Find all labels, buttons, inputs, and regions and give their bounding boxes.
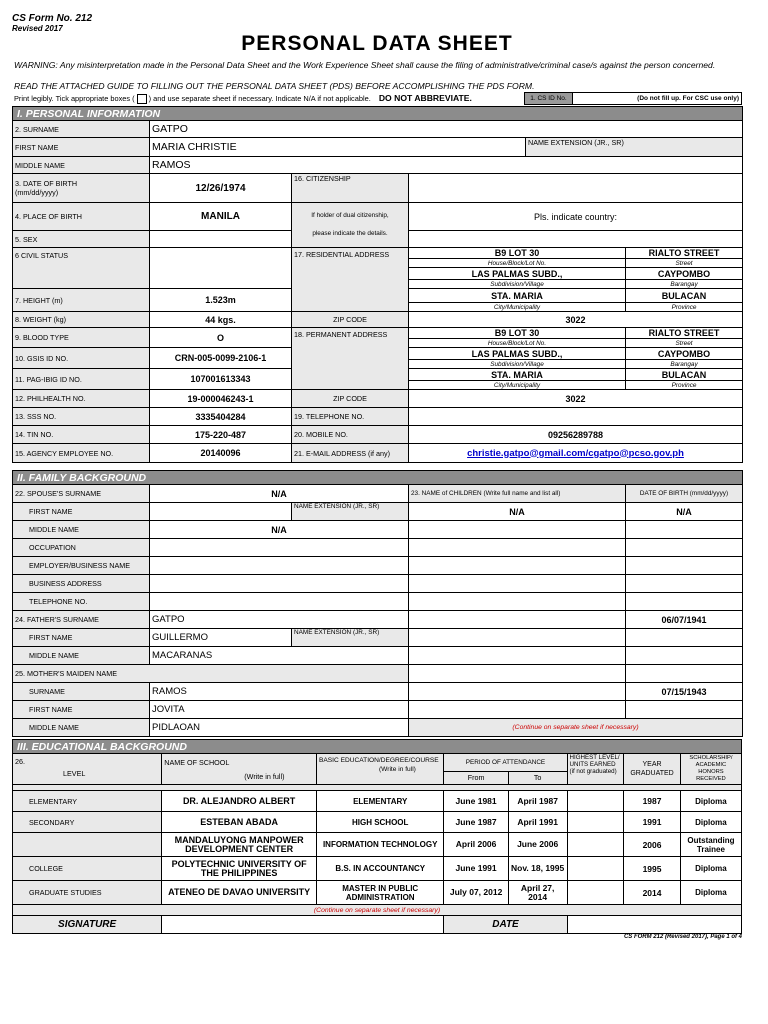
warning-text: WARNING: Any misinterpretation made in the Personal Data Sheet and the Work Experience Sheet shall cause the filing of administrative/criminal case/s against the person concerned. xyxy=(14,60,716,70)
email-field[interactable]: christie.gatpo@gmail.com/cgatpo@pcso.gov.ph xyxy=(409,444,743,463)
height-label: 7. HEIGHT (m) xyxy=(13,289,150,312)
spouse-surname-field[interactable]: N/A xyxy=(150,485,409,503)
edu-honors-cell[interactable]: Diploma xyxy=(680,857,741,881)
res-brgy-caption: Barangay xyxy=(626,280,743,289)
gsis-field[interactable]: CRN-005-0099-2106-1 xyxy=(150,348,292,369)
edu-school-cell[interactable]: MANDALUYONG MANPOWER DEVELOPMENT CENTER xyxy=(162,833,317,857)
spouse-first-label: FIRST NAME xyxy=(13,503,150,521)
date-field[interactable] xyxy=(567,916,741,934)
middle-name-field[interactable]: RAMOS xyxy=(150,157,743,174)
edu-from-cell[interactable]: June 1987 xyxy=(444,812,508,833)
res-street-caption: Street xyxy=(626,259,743,268)
child-name-field-6[interactable] xyxy=(409,593,626,611)
father-surname-field[interactable]: GATPO xyxy=(150,611,409,629)
res-city-field[interactable]: STA. MARIA xyxy=(409,289,626,303)
print-instruction-a: Print legibly. Tick appropriate boxes ( xyxy=(14,94,135,103)
citizenship-field[interactable] xyxy=(409,174,743,203)
edu-honors-cell[interactable]: Diploma xyxy=(680,812,741,833)
first-name-field[interactable]: MARIA CHRISTIE xyxy=(150,138,526,157)
edu-highest-cell[interactable] xyxy=(567,812,624,833)
sex-label: 5. SEX xyxy=(13,231,150,248)
mother-middle-field[interactable]: PIDLAOAN xyxy=(150,719,409,737)
perm-street-caption: Street xyxy=(626,339,743,348)
father-ext-label[interactable]: NAME EXTENSION (JR., SR) xyxy=(292,629,409,647)
child-name-field-5[interactable] xyxy=(409,575,626,593)
child-dob-field-8[interactable] xyxy=(626,629,743,647)
permanent-address-label: 18. PERMANENT ADDRESS xyxy=(292,328,409,390)
family-continue-note: (Continue on separate sheet if necessary) xyxy=(409,719,743,737)
education-continue-note: (Continue on separate sheet if necessary) xyxy=(13,905,742,916)
perm-subd-field[interactable]: LAS PALMAS SUBD., xyxy=(409,348,626,360)
perm-zip-label: ZIP CODE xyxy=(292,390,409,408)
father-middle-field[interactable]: MACARANAS xyxy=(150,647,409,665)
res-prov-field[interactable]: BULACAN xyxy=(626,289,743,303)
perm-street-field[interactable]: RIALTO STREET xyxy=(626,328,743,339)
child-name-field-9[interactable] xyxy=(409,647,626,665)
edu-course-header: BASIC EDUCATION/DEGREE/COURSE (Write in full) xyxy=(316,754,443,785)
sss-field[interactable]: 3335404284 xyxy=(150,408,292,426)
child-dob-field-12[interactable] xyxy=(626,701,743,719)
occupation-field[interactable] xyxy=(150,539,409,557)
child-dob-field-10[interactable] xyxy=(626,665,743,683)
sex-field[interactable] xyxy=(150,231,292,248)
res-brgy-field[interactable]: CAYPOMBO xyxy=(626,268,743,280)
edu-course-cell[interactable]: MASTER IN PUBLIC ADMINISTRATION xyxy=(316,881,443,905)
father-surname-label: 24. FATHER'S SURNAME xyxy=(13,611,150,629)
edu-highest-cell[interactable] xyxy=(567,857,624,881)
mother-surname-label: SURNAME xyxy=(13,683,150,701)
personal-info-table xyxy=(12,106,743,463)
tick-box-sample xyxy=(137,94,147,104)
edu-course-cell[interactable]: B.S. IN ACCOUNTANCY xyxy=(316,857,443,881)
edu-to-cell[interactable]: Nov. 18, 1995 xyxy=(508,857,567,881)
telephone-field[interactable] xyxy=(409,408,743,426)
child-dob-field-5[interactable] xyxy=(626,575,743,593)
perm-city-field[interactable]: STA. MARIA xyxy=(409,369,626,381)
edu-school-cell[interactable]: POLYTECHNIC UNIVERSITY OF THE PHILIPPINES xyxy=(162,857,317,881)
child-name-field-11[interactable] xyxy=(409,683,626,701)
mother-dob-field[interactable]: 07/15/1943 xyxy=(626,683,743,701)
mother-surname-field[interactable]: RAMOS xyxy=(150,683,409,701)
residential-address-label: 17. RESIDENTIAL ADDRESS xyxy=(292,248,409,312)
date-label: DATE xyxy=(444,916,567,934)
tin-label: 14. TIN NO. xyxy=(13,426,150,444)
section-education: III. EDUCATIONAL BACKGROUND xyxy=(13,740,742,754)
section-family: II. FAMILY BACKGROUND xyxy=(13,471,743,485)
blood-type-label: 9. BLOOD TYPE xyxy=(13,328,150,348)
edu-from-cell[interactable]: April 2006 xyxy=(444,833,508,857)
weight-field[interactable]: 44 kgs. xyxy=(150,312,292,328)
perm-prov-field[interactable]: BULACAN xyxy=(626,369,743,381)
cs-id-note: (Do not fill up. For CSC use only) xyxy=(637,95,739,102)
child-name-field-4[interactable] xyxy=(409,557,626,575)
perm-brgy-caption: Barangay xyxy=(626,360,743,369)
civil-status-field[interactable] xyxy=(150,248,292,289)
res-subd-caption: Subdivision/Village xyxy=(409,280,626,289)
edu-year-header: YEAR GRADUATED xyxy=(624,754,681,785)
edu-year-cell[interactable]: 1995 xyxy=(624,857,681,881)
middle-name-label: MIDDLE NAME xyxy=(13,157,150,174)
father-first-label: FIRST NAME xyxy=(13,629,150,647)
child-name-field-10[interactable] xyxy=(409,665,626,683)
agency-employee-label: 15. AGENCY EMPLOYEE NO. xyxy=(13,444,150,463)
email-label: 21. E-MAIL ADDRESS (if any) xyxy=(292,444,409,463)
spouse-middle-field[interactable]: N/A xyxy=(150,521,409,539)
edu-honors-cell[interactable]: Outstanding Trainee xyxy=(680,833,741,857)
employer-label: EMPLOYER/BUSINESS NAME xyxy=(13,557,150,575)
edu-from-header: From xyxy=(444,771,508,784)
cs-id-label: 1. CS ID No. xyxy=(525,93,573,104)
dual-citizenship-note: If holder of dual citizenship, please indicate the details. xyxy=(292,203,409,248)
edu-course-cell[interactable]: HIGH SCHOOL xyxy=(316,812,443,833)
philhealth-field[interactable]: 19-000046243-1 xyxy=(150,390,292,408)
edu-highest-cell[interactable] xyxy=(567,881,624,905)
edu-year-cell[interactable]: 2006 xyxy=(624,833,681,857)
perm-brgy-field[interactable]: CAYPOMBO xyxy=(626,348,743,360)
res-subd-field[interactable]: LAS PALMAS SUBD., xyxy=(409,268,626,280)
form-number: CS Form No. 212 xyxy=(12,13,93,24)
business-address-label: BUSINESS ADDRESS xyxy=(13,575,150,593)
res-house-field[interactable]: B9 LOT 30 xyxy=(409,248,626,259)
guide-text: READ THE ATTACHED GUIDE TO FILLING OUT THE PERSONAL DATA SHEET (PDS) BEFORE ACCOMPLISHING THE PDS FORM. xyxy=(14,81,535,91)
mother-middle-label: MIDDLE NAME xyxy=(13,719,150,737)
employer-field[interactable] xyxy=(150,557,409,575)
father-first-field[interactable]: GUILLERMO xyxy=(150,629,292,647)
perm-city-caption: City/Municipality xyxy=(409,381,626,390)
country-field[interactable]: Pls. indicate country: xyxy=(409,203,743,231)
child-dob-field-9[interactable] xyxy=(626,647,743,665)
edu-to-cell[interactable]: June 2006 xyxy=(508,833,567,857)
edu-level-header: 26. LEVEL xyxy=(13,754,162,785)
edu-from-cell[interactable]: June 1991 xyxy=(444,857,508,881)
form-revision: Revised 2017 xyxy=(12,24,63,33)
child-name-field-12[interactable] xyxy=(409,701,626,719)
res-prov-caption: Province xyxy=(626,303,743,312)
surname-field[interactable]: GATPO xyxy=(150,121,743,138)
perm-house-caption: House/Block/Lot No. xyxy=(409,339,626,348)
edu-school-cell[interactable]: ATENEO DE DAVAO UNIVERSITY xyxy=(162,881,317,905)
mobile-label: 20. MOBILE NO. xyxy=(292,426,409,444)
edu-from-cell[interactable]: July 07, 2012 xyxy=(444,881,508,905)
spouse-middle-label: MIDDLE NAME xyxy=(13,521,150,539)
dob-field[interactable]: 12/26/1974 xyxy=(150,174,292,203)
res-street-field[interactable]: RIALTO STREET xyxy=(626,248,743,259)
education-table xyxy=(12,739,742,934)
child-name-field-2[interactable] xyxy=(409,521,626,539)
sss-label: 13. SSS NO. xyxy=(13,408,150,426)
page-title: PERSONAL DATA SHEET xyxy=(241,32,513,55)
agency-employee-field[interactable]: 20140096 xyxy=(150,444,292,463)
first-name-label: FIRST NAME xyxy=(13,138,150,157)
philhealth-label: 12. PHILHEALTH NO. xyxy=(13,390,150,408)
child-dob-field[interactable]: N/A xyxy=(626,503,743,521)
pagibig-field[interactable]: 107001613343 xyxy=(150,369,292,390)
edu-school-header: NAME OF SCHOOL (Write in full) xyxy=(162,754,317,785)
spouse-telephone-label: TELEPHONE NO. xyxy=(13,593,150,611)
child-dob-field-6[interactable] xyxy=(626,593,743,611)
child-dob-field-3[interactable] xyxy=(626,539,743,557)
mother-maiden-label: 25. MOTHER'S MAIDEN NAME xyxy=(13,665,409,683)
child-dob-field-4[interactable] xyxy=(626,557,743,575)
edu-to-cell[interactable]: April 1987 xyxy=(508,791,567,812)
pob-field[interactable]: MANILA xyxy=(150,203,292,231)
child-name-field[interactable]: N/A xyxy=(409,503,626,521)
edu-school-cell[interactable]: DR. ALEJANDRO ALBERT xyxy=(162,791,317,812)
print-instruction-b: ) and use separate sheet if necessary. Indicate N/A if not applicable. xyxy=(148,94,371,103)
edu-from-cell[interactable]: June 1981 xyxy=(444,791,508,812)
res-zip-label: ZIP CODE xyxy=(292,312,409,328)
edu-honors-header: SCHOLARSHIP/ ACADEMIC HONORS RECEIVED xyxy=(680,754,741,785)
edu-to-header: To xyxy=(508,771,567,784)
edu-year-cell[interactable]: 1991 xyxy=(624,812,681,833)
pagibig-label: 11. PAG-IBIG ID NO. xyxy=(13,369,150,390)
perm-zip-field[interactable]: 3022 xyxy=(409,390,743,408)
edu-year-cell[interactable]: 2014 xyxy=(624,881,681,905)
perm-house-field[interactable]: B9 LOT 30 xyxy=(409,328,626,339)
country-detail-field[interactable] xyxy=(409,231,743,248)
surname-label: 2. SURNAME xyxy=(13,121,150,138)
blood-type-field[interactable]: O xyxy=(150,328,292,348)
edu-course-cell[interactable]: ELEMENTARY xyxy=(316,791,443,812)
child-dob-label: DATE OF BIRTH (mm/dd/yyyy) xyxy=(626,485,743,503)
civil-status-label: 6 CIVIL STATUS xyxy=(13,248,150,289)
edu-level-cell: COLLEGE xyxy=(13,857,162,881)
perm-subd-caption: Subdivision/Village xyxy=(409,360,626,369)
occupation-label: OCCUPATION xyxy=(13,539,150,557)
edu-level-cell xyxy=(13,833,162,857)
citizenship-label: 16. CITIZENSHIP xyxy=(292,174,409,203)
edu-honors-cell[interactable]: Diploma xyxy=(680,881,741,905)
mother-first-label: FIRST NAME xyxy=(13,701,150,719)
page-footer: CS FORM 212 (Revised 2017), Page 1 of 4 xyxy=(623,934,742,940)
res-house-caption: House/Block/Lot No. xyxy=(409,259,626,268)
spouse-first-field[interactable] xyxy=(150,503,292,521)
signature-field[interactable] xyxy=(162,916,444,934)
business-address-field[interactable] xyxy=(150,575,409,593)
res-city-caption: City/Municipality xyxy=(409,303,626,312)
edu-honors-cell[interactable]: Diploma xyxy=(680,791,741,812)
no-abbreviate-note: DO NOT ABBREVIATE. xyxy=(378,93,472,103)
edu-highest-header: HIGHEST LEVEL/ UNITS EARNED (if not graduated) xyxy=(567,754,624,785)
name-ext-label[interactable]: NAME EXTENSION (JR., SR) xyxy=(526,138,743,157)
edu-period-header: PERIOD OF ATTENDANCE xyxy=(444,754,567,772)
cs-id-box xyxy=(524,92,742,105)
edu-to-cell[interactable]: April 27, 2014 xyxy=(508,881,567,905)
height-field[interactable]: 1.523m xyxy=(150,289,292,312)
edu-year-cell[interactable]: 1987 xyxy=(624,791,681,812)
family-background-table xyxy=(12,470,743,737)
signature-label: SIGNATURE xyxy=(13,916,162,934)
edu-to-cell[interactable]: April 1991 xyxy=(508,812,567,833)
tin-field[interactable]: 175-220-487 xyxy=(150,426,292,444)
perm-prov-caption: Province xyxy=(626,381,743,390)
dob-label: 3. DATE OF BIRTH (mm/dd/yyyy) xyxy=(13,174,150,203)
spouse-ext-label[interactable]: NAME EXTENSION (JR., SR) xyxy=(292,503,409,521)
gsis-label: 10. GSIS ID NO. xyxy=(13,348,150,369)
pds-page xyxy=(12,13,742,940)
edu-level-cell: SECONDARY xyxy=(13,812,162,833)
spouse-surname-label: 22. SPOUSE'S SURNAME xyxy=(13,485,150,503)
father-middle-label: MIDDLE NAME xyxy=(13,647,150,665)
children-label: 23. NAME of CHILDREN (Write full name and list all) xyxy=(409,485,626,503)
edu-school-cell[interactable]: ESTEBAN ABADA xyxy=(162,812,317,833)
telephone-label: 19. TELEPHONE NO. xyxy=(292,408,409,426)
mobile-field[interactable]: 09256289788 xyxy=(409,426,743,444)
mother-first-field[interactable]: JOVITA xyxy=(150,701,409,719)
spouse-telephone-field[interactable] xyxy=(150,593,409,611)
father-dob-field[interactable]: 06/07/1941 xyxy=(626,611,743,629)
pob-label: 4. PLACE OF BIRTH xyxy=(13,203,150,231)
section-personal: I. PERSONAL INFORMATION xyxy=(13,107,743,121)
edu-highest-cell[interactable] xyxy=(567,833,624,857)
child-dob-field-2[interactable] xyxy=(626,521,743,539)
edu-course-cell[interactable]: INFORMATION TECHNOLOGY xyxy=(316,833,443,857)
edu-highest-cell[interactable] xyxy=(567,791,624,812)
edu-level-cell: ELEMENTARY xyxy=(13,791,162,812)
child-name-field-7[interactable] xyxy=(409,611,626,629)
print-instruction xyxy=(14,92,472,105)
weight-label: 8. WEIGHT (kg) xyxy=(13,312,150,328)
res-zip-field[interactable]: 3022 xyxy=(409,312,743,328)
child-name-field-8[interactable] xyxy=(409,629,626,647)
child-name-field-3[interactable] xyxy=(409,539,626,557)
edu-level-cell: GRADUATE STUDIES xyxy=(13,881,162,905)
